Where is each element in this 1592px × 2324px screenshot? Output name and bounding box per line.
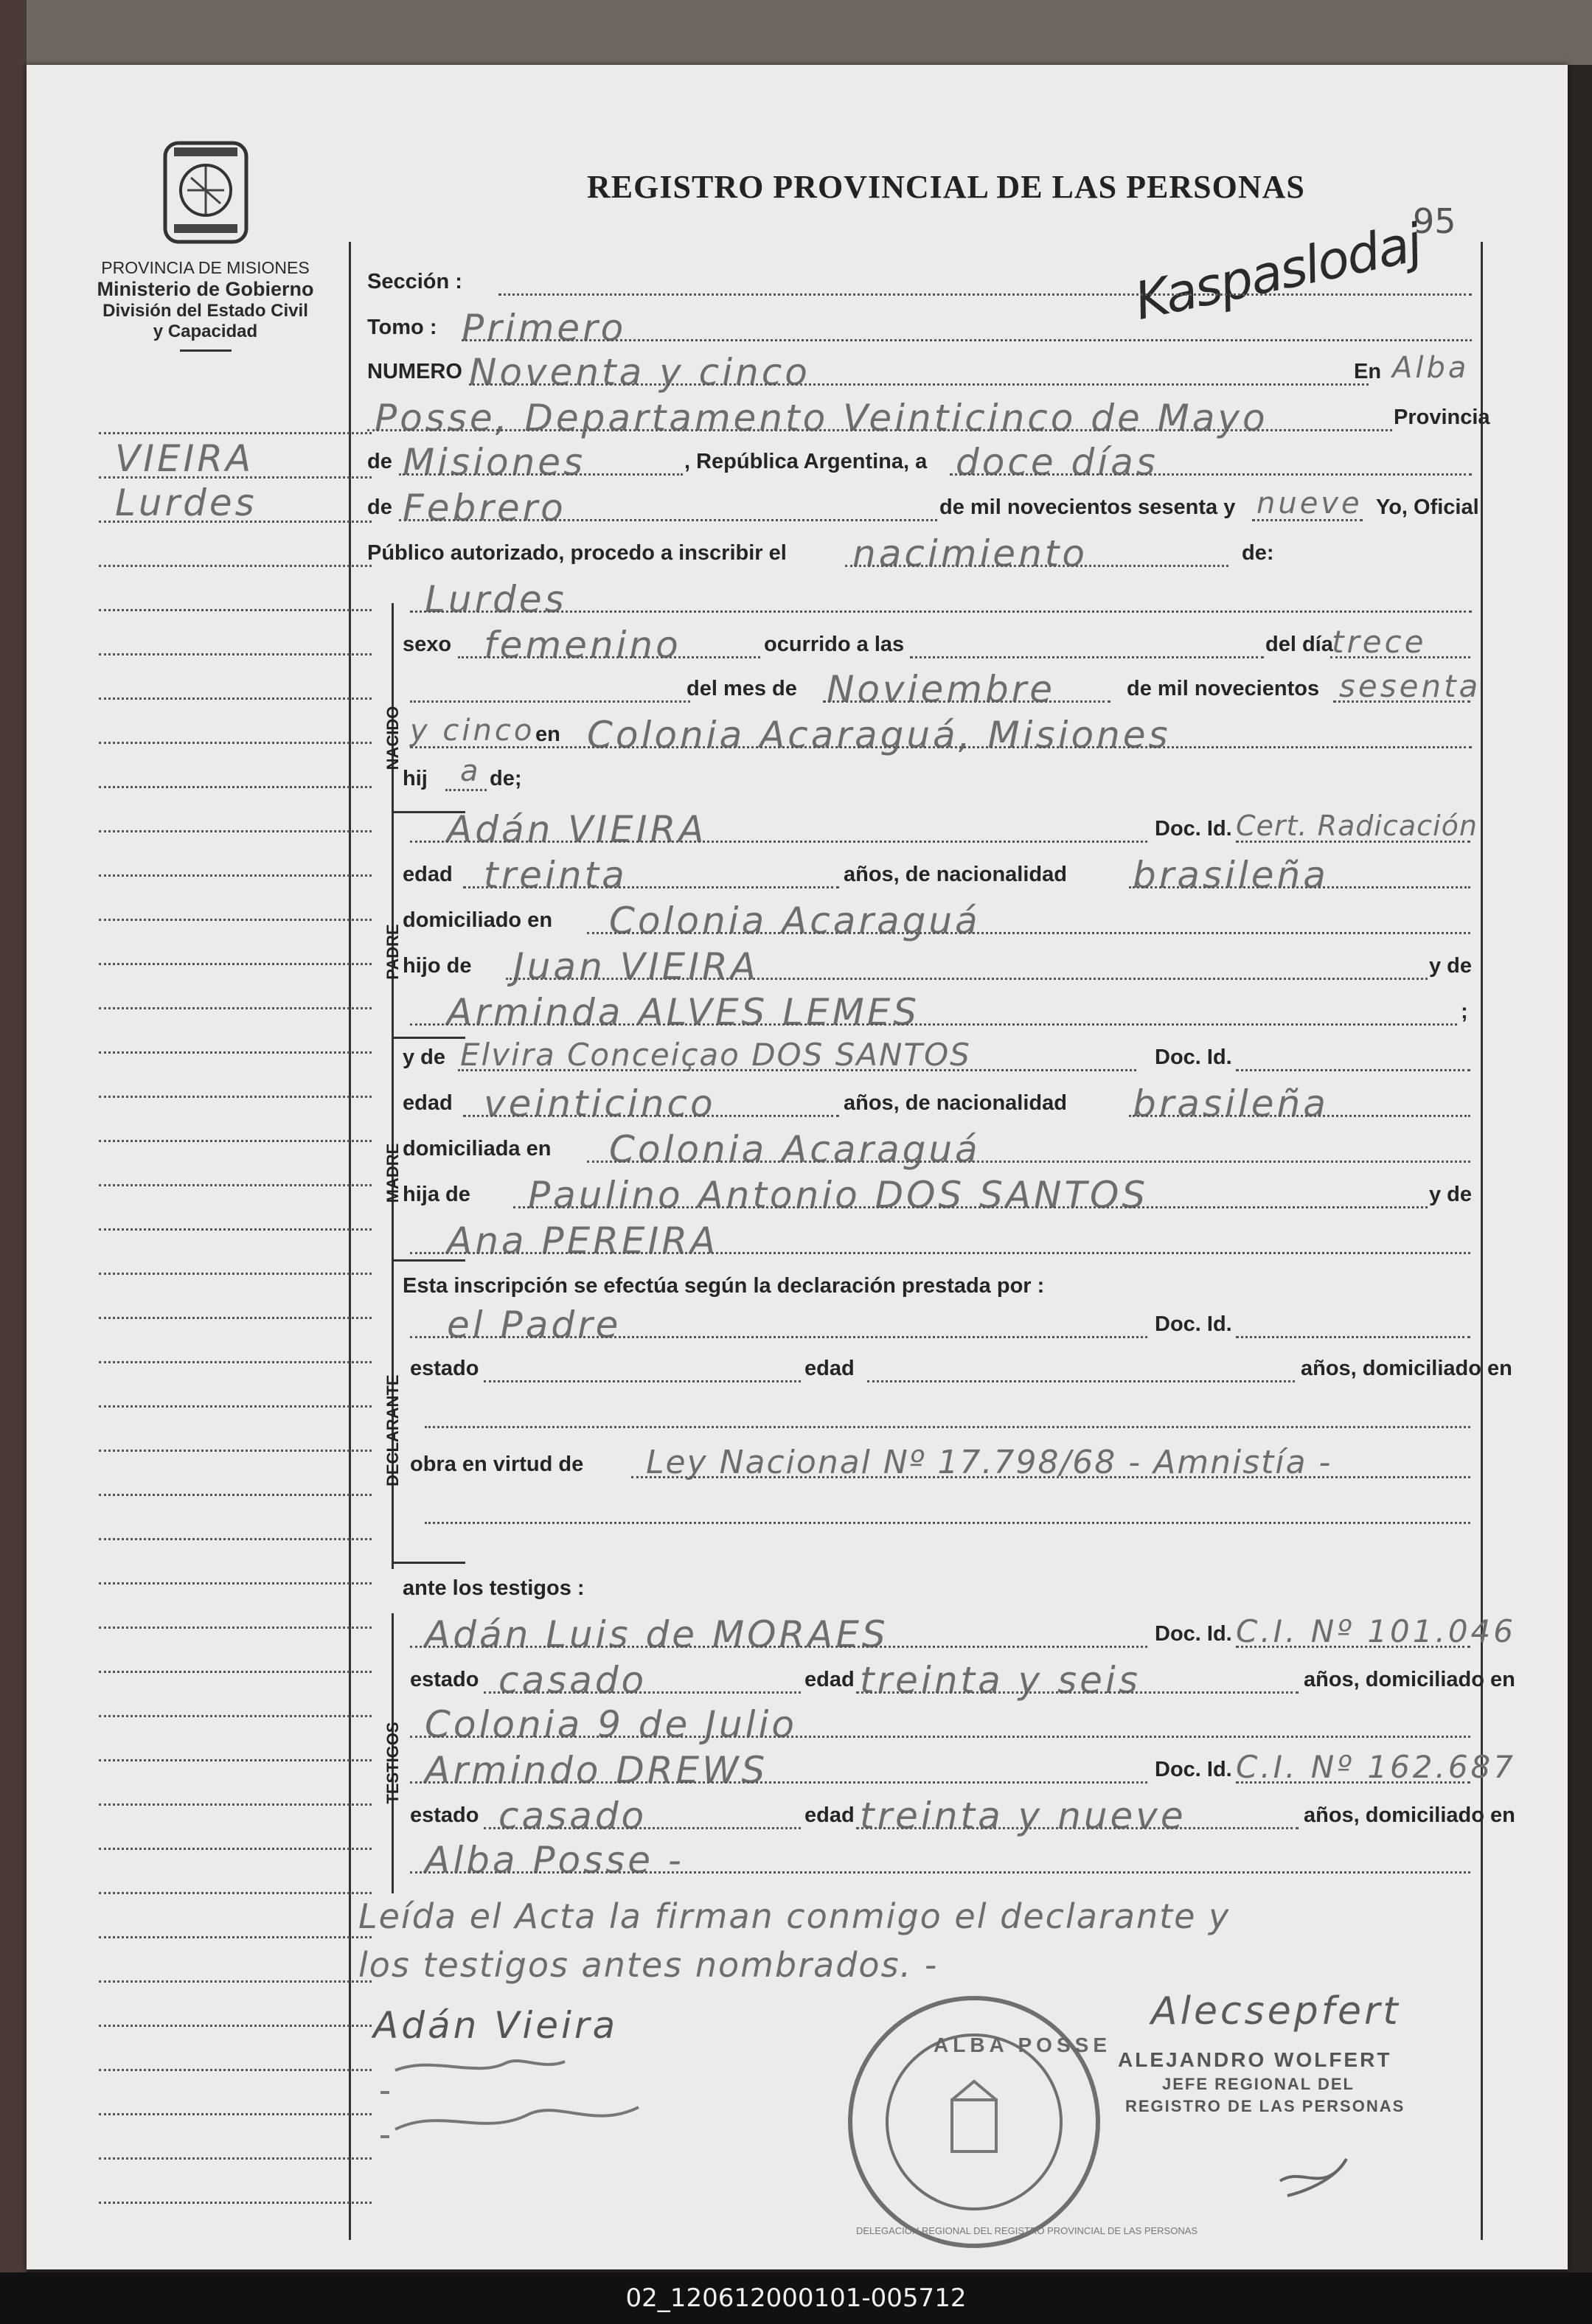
- label-obra: obra en virtud de: [410, 1452, 584, 1476]
- label-de-mil-nov: de mil novecientos: [1127, 677, 1320, 700]
- entry-testigo1-dom: Colonia 9 de Julio: [425, 1703, 798, 1746]
- entry-padre-doc: Cert. Radicación: [1236, 810, 1478, 842]
- entry-testigo1-doc: C.I. Nº 101.046: [1236, 1613, 1517, 1649]
- entry-testigo1-nombre: Adán Luis de MORAES: [425, 1613, 889, 1656]
- label-testigo2-anos: años, domiciliado en: [1304, 1803, 1515, 1827]
- entry-tomo: Primero: [462, 307, 627, 349]
- label-yo-oficial: Yo, Oficial: [1376, 495, 1479, 519]
- header-rule: [180, 349, 232, 352]
- label-madre-edad: edad: [403, 1091, 453, 1115]
- entry-testigo2-nombre: Armindo DREWS: [425, 1749, 768, 1792]
- entry-place-line: Posse, Departamento Veinticinco de Mayo: [375, 397, 1268, 439]
- padre-bottom: [392, 1037, 465, 1039]
- madre-bottom: [392, 1259, 465, 1262]
- capacity-name: y Capacidad: [153, 321, 258, 341]
- label-padre-nac: años, de nacionalidad: [844, 863, 1067, 886]
- entry-testigo2-doc: C.I. Nº 162.687: [1236, 1749, 1517, 1785]
- label-testigo2-edad: edad: [804, 1803, 855, 1827]
- label-testigo1-estado: estado: [410, 1668, 479, 1691]
- entry-padre-dom: Colonia Acaraguá: [609, 900, 981, 942]
- label-testigo1-edad: edad: [804, 1668, 855, 1691]
- label-seccion: Sección :: [367, 270, 462, 293]
- label-madre-hija: hija de: [403, 1183, 470, 1206]
- entry-provincia: Misiones: [403, 441, 586, 484]
- entry-hij-suffix: a: [460, 754, 482, 788]
- page-number: 95: [1413, 201, 1456, 241]
- label-ante-testigos: ante los testigos :: [403, 1576, 585, 1600]
- official-paraph: [1273, 2129, 1361, 2203]
- entry-lugar-nac: Colonia Acaraguá, Misiones: [587, 714, 1171, 756]
- entry-dia-nac: trece: [1332, 624, 1427, 660]
- stamp-center-text: ALBA POSSE: [934, 2034, 1111, 2056]
- entry-testigo1-edad: treinta y seis: [860, 1659, 1141, 1702]
- label-del-mes: del mes de: [686, 677, 797, 700]
- closing-line-2: los testigos antes nombrados. -: [358, 1945, 939, 1985]
- label-testigos: TESTIGOS: [383, 1722, 402, 1804]
- label-padre-semicolon: ;: [1461, 1000, 1468, 1023]
- entry-padre-nombre: Adán VIEIRA: [447, 808, 707, 851]
- label-declarante-anos: años, domiciliado en: [1301, 1357, 1512, 1380]
- closing-line-1: Leída el Acta la firman conmigo el declarante y: [358, 1896, 1231, 1936]
- official-signature: Alecsepfert: [1151, 1989, 1401, 2034]
- margin-surname: VIEIRA: [115, 437, 254, 480]
- margin-rule: [349, 242, 351, 2240]
- label-madre-y-de: y de: [403, 1046, 446, 1069]
- label-de-2: de: [367, 495, 392, 519]
- official-title-1: JEFE REGIONAL DEL: [1162, 2075, 1355, 2093]
- label-declarante: DECLARANTE: [383, 1374, 402, 1486]
- entry-madre-hija: Paulino Antonio DOS SANTOS: [528, 1174, 1149, 1217]
- entry-testigo2-estado: casado: [498, 1795, 647, 1837]
- label-testigo2-doc: Doc. Id.: [1155, 1758, 1232, 1781]
- entry-padre-edad: treinta: [484, 854, 628, 897]
- label-padre-doc: Doc. Id.: [1155, 817, 1232, 841]
- label-provincia: Provincia: [1394, 406, 1490, 429]
- book-edge: [27, 0, 1592, 65]
- division-name: División del Estado Civil: [102, 301, 308, 321]
- label-madre: MADRE: [383, 1143, 402, 1203]
- book-spine: [0, 0, 27, 2324]
- label-hij: hij: [403, 767, 428, 790]
- entry-madre-dom: Colonia Acaraguá: [609, 1128, 981, 1171]
- label-del-dia: del día: [1265, 633, 1333, 656]
- entry-numero: Noventa y cinco: [469, 351, 810, 394]
- label-padre-edad: edad: [403, 863, 453, 886]
- document-page: [27, 65, 1568, 2269]
- province-name: PROVINCIA DE MISIONES: [101, 258, 310, 277]
- label-publico: Público autorizado, procedo a inscribir el: [367, 541, 787, 565]
- ministry-name: Ministerio de Gobierno: [97, 278, 314, 300]
- entry-mes-registro: Febrero: [403, 487, 566, 529]
- label-padre-hijo: hijo de: [403, 954, 472, 978]
- entry-ano-nac-1: sesenta: [1339, 668, 1481, 704]
- margin-given-name: Lurdes: [115, 481, 257, 524]
- label-declarante-doc: Doc. Id.: [1155, 1312, 1232, 1336]
- label-nacido: NACIDO: [383, 706, 402, 770]
- entry-testigo1-estado: casado: [498, 1659, 647, 1702]
- label-madre-doc: Doc. Id.: [1155, 1046, 1232, 1069]
- witness-signatures: [373, 2048, 683, 2166]
- label-madre-nac: años, de nacionalidad: [844, 1091, 1067, 1115]
- label-padre-dom: domiciliado en: [403, 908, 553, 932]
- label-ocurrido: ocurrido a las: [764, 633, 905, 656]
- entry-sexo: femenino: [484, 624, 681, 667]
- label-de-1: de: [367, 450, 392, 473]
- entry-padre-nac: brasileña: [1133, 854, 1329, 897]
- province-seal-icon: [158, 137, 254, 248]
- label-testigo2-estado: estado: [410, 1803, 479, 1827]
- stamp-ring-text: DELEGACION REGIONAL DEL REGISTRO PROVINCIAL DE LAS PERSONAS: [856, 2225, 1198, 2236]
- entry-testigo2-edad: treinta y nueve: [860, 1795, 1186, 1837]
- label-madre-y-de-2: y de: [1429, 1183, 1473, 1206]
- entry-madre-madre: Ana PEREIRA: [447, 1220, 719, 1262]
- entry-mes-nac: Noviembre: [827, 668, 1055, 711]
- signature-padre: Adán Vieira: [373, 2004, 619, 2047]
- label-republica: , República Argentina, a: [684, 450, 928, 473]
- entry-en-place: Alba: [1392, 351, 1470, 385]
- entry-nombre: Lurdes: [425, 578, 567, 621]
- entry-ano-nac-2: y cinco: [410, 714, 535, 748]
- label-padre: PADRE: [383, 924, 402, 980]
- entry-dia-registro: doce días: [956, 441, 1158, 484]
- registry-title: REGISTRO PROVINCIAL DE LAS PERSONAS: [587, 169, 1305, 205]
- entry-obra: Ley Nacional Nº 17.798/68 - Amnistía -: [646, 1444, 1332, 1481]
- official-name: ALEJANDRO WOLFERT: [1118, 2048, 1392, 2071]
- entry-testigo2-dom: Alba Posse -: [425, 1839, 684, 1882]
- entry-madre-nombre: Elvira Conceiçao DOS SANTOS: [460, 1037, 971, 1073]
- declarante-bottom: [392, 1562, 465, 1564]
- label-testigo1-doc: Doc. Id.: [1155, 1622, 1232, 1646]
- label-tomo: Tomo :: [367, 316, 437, 339]
- official-stamp: [841, 1989, 1107, 2255]
- label-en: En: [1354, 360, 1382, 383]
- label-declarante-edad: edad: [804, 1357, 855, 1380]
- entry-tipo-acta: nacimiento: [852, 532, 1088, 575]
- right-rule: [1481, 242, 1483, 2240]
- label-madre-dom: domiciliada en: [403, 1137, 552, 1161]
- entry-padre-madre: Arminda ALVES LEMES: [447, 991, 920, 1034]
- label-testigo1-anos: años, domiciliado en: [1304, 1668, 1515, 1691]
- label-en-lugar: en: [535, 723, 560, 746]
- entry-madre-nac: brasileña: [1133, 1082, 1329, 1125]
- top-signature: Kaspaslodaj: [1129, 212, 1426, 333]
- entry-padre-hijo: Juan VIEIRA: [513, 945, 759, 988]
- entry-ano-registro: nueve: [1256, 487, 1363, 521]
- official-title-2: REGISTRO DE LAS PERSONAS: [1125, 2097, 1405, 2115]
- label-de-mil: de mil novecientos sesenta y: [939, 495, 1236, 519]
- label-declarante-estado: estado: [410, 1357, 479, 1380]
- label-sexo: sexo: [403, 633, 452, 656]
- file-caption: 02_120612000101-005712: [0, 2272, 1592, 2324]
- label-esta-inscripcion: Esta inscripción se efectúa según la declaración prestada por :: [403, 1274, 1045, 1298]
- label-padre-y-de: y de: [1429, 954, 1473, 978]
- label-numero: NUMERO: [367, 360, 462, 383]
- entry-declarante: el Padre: [447, 1304, 622, 1346]
- label-de-colon: de:: [1242, 541, 1274, 565]
- label-hij-de: de;: [490, 767, 522, 790]
- entry-madre-edad: veinticinco: [484, 1082, 716, 1125]
